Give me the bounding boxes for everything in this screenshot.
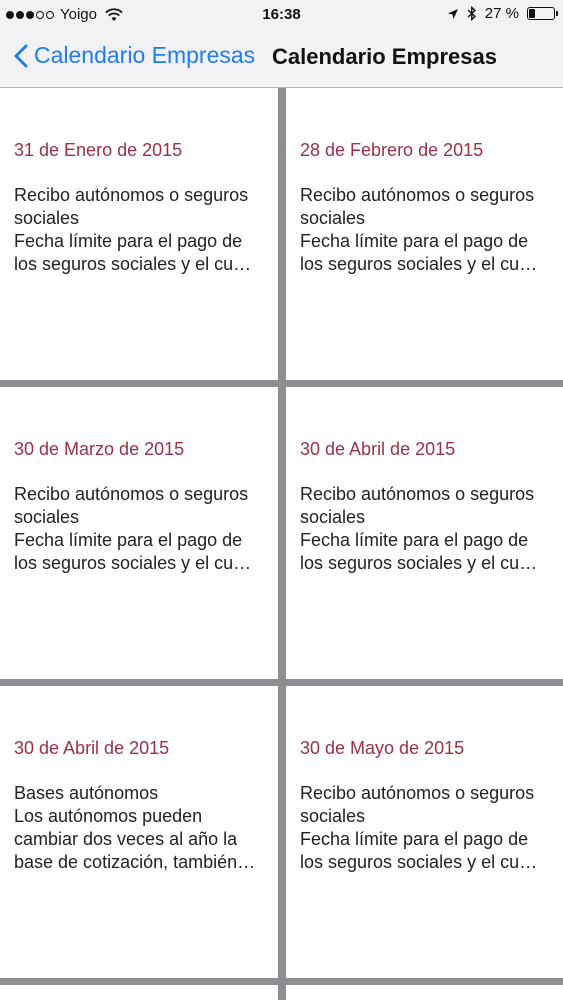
back-button[interactable]	[14, 42, 255, 69]
card-line: los seguros sociales y el cu…	[300, 553, 538, 573]
top-bar	[0, 0, 563, 88]
card-date: 30 de Abril de 2015	[300, 439, 456, 459]
card-description	[300, 782, 553, 874]
card-date: 30 de Mayo de 2015	[300, 738, 465, 758]
card-line: sociales	[14, 208, 80, 228]
card-description	[14, 483, 268, 575]
calendar-card-partial[interactable]	[0, 985, 278, 1000]
card-line: Recibo autónomos o seguros	[300, 185, 535, 205]
calendar-card[interactable]	[0, 88, 278, 380]
card-line: Recibo autónomos o seguros	[300, 484, 535, 504]
card-line: Fecha límite para el pago de	[300, 829, 529, 849]
card-line: Fecha límite para el pago de	[14, 231, 243, 251]
card-line: cambiar dos veces al año la	[14, 829, 238, 849]
calendar-card[interactable]	[0, 387, 278, 679]
card-line: Recibo autónomos o seguros	[14, 185, 249, 205]
location-arrow-icon	[447, 8, 459, 20]
card-description	[14, 184, 268, 276]
calendar-card[interactable]	[286, 88, 563, 380]
card-line: sociales	[300, 507, 366, 527]
card-line: base de cotización, también…	[14, 852, 256, 872]
card-date: 30 de Abril de 2015	[14, 738, 170, 758]
card-description	[300, 184, 553, 276]
card-line: Fecha límite para el pago de	[14, 530, 243, 550]
card-line: los seguros sociales y el cu…	[300, 254, 538, 274]
battery-icon	[527, 7, 555, 20]
calendar-card[interactable]	[286, 387, 563, 679]
card-date: 31 de Enero de 2015	[14, 140, 183, 160]
card-line: sociales	[300, 208, 366, 228]
chevron-left-icon	[14, 44, 28, 68]
card-description	[14, 782, 268, 874]
card-line: Fecha límite para el pago de	[300, 231, 529, 251]
card-line: Los autónomos pueden	[14, 806, 203, 826]
card-description	[300, 483, 553, 575]
status-time: 16:38	[262, 6, 301, 23]
card-line: los seguros sociales y el cu…	[300, 852, 538, 872]
card-line: sociales	[14, 507, 80, 527]
battery-level	[529, 9, 535, 18]
card-line: Fecha límite para el pago de	[300, 530, 529, 550]
calendar-card[interactable]	[286, 686, 563, 978]
card-line: sociales	[300, 806, 366, 826]
calendar-grid	[0, 88, 563, 1000]
card-date: 30 de Marzo de 2015	[14, 439, 185, 459]
navigation-bar	[0, 30, 563, 88]
battery-percent: 27 %	[484, 5, 519, 22]
calendar-card-partial[interactable]	[286, 985, 563, 1000]
carrier-name: Yoigo	[60, 6, 97, 23]
status-right	[447, 5, 555, 22]
page-title: Calendario Empresas	[272, 44, 497, 69]
card-line: Recibo autónomos o seguros	[14, 484, 249, 504]
calendar-card[interactable]	[0, 686, 278, 978]
card-line: los seguros sociales y el cu…	[14, 553, 252, 573]
card-line: los seguros sociales y el cu…	[14, 254, 252, 274]
card-line: Recibo autónomos o seguros	[300, 783, 535, 803]
card-line: Bases autónomos	[14, 783, 159, 803]
card-date: 28 de Febrero de 2015	[300, 140, 484, 160]
back-button-label: Calendario Empresas	[34, 42, 256, 68]
bluetooth-icon	[467, 6, 477, 21]
status-bar	[0, 0, 563, 30]
